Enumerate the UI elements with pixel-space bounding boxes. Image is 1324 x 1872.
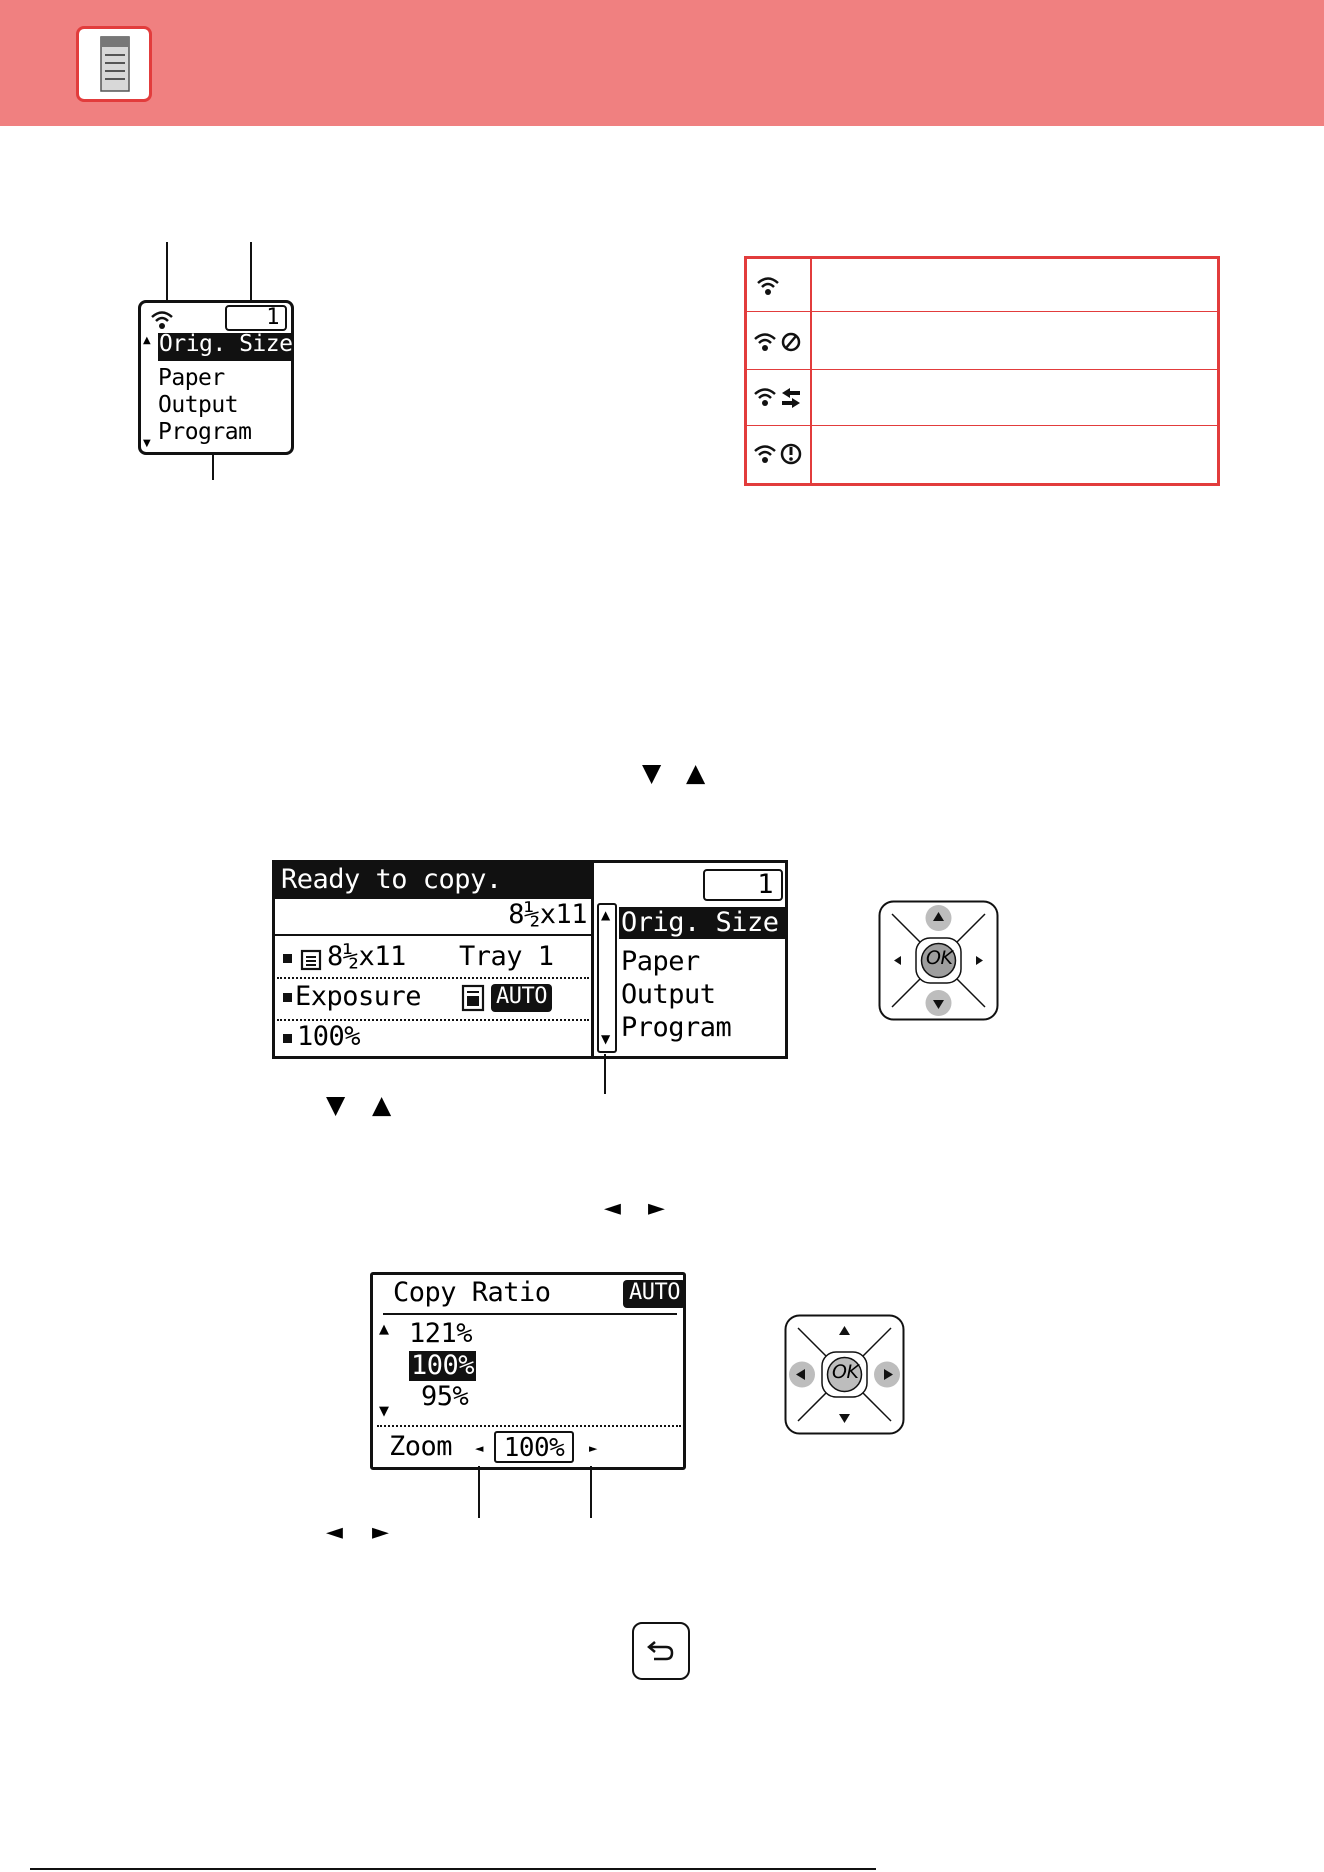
wifi-transfer-icon bbox=[752, 384, 804, 414]
exposure-auto-badge: AUTO bbox=[491, 984, 552, 1012]
up-arrow-glyph: ▲ bbox=[372, 1090, 392, 1119]
header-band bbox=[0, 0, 1324, 126]
table-row-divider bbox=[747, 369, 1217, 370]
menu-item-program[interactable]: Program bbox=[621, 1012, 732, 1043]
copy-count: 1 bbox=[225, 305, 287, 331]
lcd-ratio-panel bbox=[370, 1272, 686, 1470]
network-status-table bbox=[744, 256, 1220, 486]
scroll-up-icon: ▲ bbox=[143, 335, 151, 346]
right-arrow-glyph: ► bbox=[648, 1196, 665, 1221]
menu-item-orig-size[interactable]: Orig. Size bbox=[619, 907, 785, 939]
footer-line bbox=[30, 1868, 876, 1870]
exposure-label[interactable]: Exposure bbox=[295, 981, 422, 1012]
document-type-icon bbox=[461, 984, 485, 1016]
copy-count: 1 bbox=[703, 869, 783, 901]
ratio-option-100-selected[interactable]: 100% bbox=[411, 1350, 475, 1381]
menu-item-paper[interactable]: Paper bbox=[621, 946, 700, 977]
scroll-up-icon: ▲ bbox=[379, 1322, 389, 1337]
callout-line-scrollbar bbox=[604, 1054, 606, 1094]
bullet-icon bbox=[283, 1034, 292, 1043]
status-message: Ready to copy. bbox=[275, 863, 591, 899]
paper-icon bbox=[299, 948, 323, 976]
bullet-icon bbox=[283, 993, 292, 1002]
lcd-small-panel bbox=[138, 300, 294, 455]
ratio-option-121[interactable]: 121% bbox=[409, 1318, 473, 1349]
callout-line-counter bbox=[250, 242, 252, 302]
lcd-copy-panel bbox=[272, 860, 788, 1059]
callout-line-wifi bbox=[166, 242, 168, 300]
scroll-down-icon: ▼ bbox=[379, 1404, 389, 1419]
down-arrow-glyph: ▼ bbox=[326, 1090, 346, 1119]
ok-button-label[interactable]: OK bbox=[832, 1361, 859, 1383]
menu-item-output[interactable]: Output bbox=[621, 979, 716, 1010]
callout-line-zoom-left bbox=[478, 1466, 480, 1518]
table-column-divider bbox=[810, 259, 812, 483]
paper-tray-value[interactable]: Tray 1 bbox=[459, 941, 554, 972]
wifi-icon bbox=[755, 273, 781, 303]
zoom-value-field[interactable]: 100% bbox=[494, 1431, 574, 1463]
ratio-panel-title: Copy Ratio bbox=[393, 1277, 551, 1308]
copier-icon bbox=[76, 26, 152, 102]
zoom-label: Zoom bbox=[389, 1431, 453, 1462]
table-row-divider bbox=[747, 311, 1217, 312]
scroll-down-icon: ▼ bbox=[143, 438, 151, 449]
left-arrow-glyph: ◄ bbox=[604, 1196, 621, 1221]
zoom-decrease-icon[interactable]: ◄ bbox=[475, 1442, 484, 1455]
original-size-value: 8½x11 bbox=[508, 899, 587, 930]
wifi-error-icon bbox=[752, 441, 804, 471]
scroll-bar[interactable] bbox=[597, 903, 617, 1053]
scroll-up-icon: ▲ bbox=[601, 908, 611, 922]
paper-size-value[interactable]: 8½x11 bbox=[327, 941, 406, 972]
menu-item-orig-size[interactable]: Orig. Size bbox=[158, 333, 294, 361]
back-key-button[interactable] bbox=[632, 1622, 690, 1680]
wifi-disabled-icon bbox=[752, 329, 804, 359]
ratio-option-95[interactable]: 95% bbox=[421, 1381, 469, 1412]
menu-item-program[interactable]: Program bbox=[158, 419, 252, 445]
lcd-separator bbox=[383, 1313, 677, 1315]
menu-item-output[interactable]: Output bbox=[158, 392, 239, 418]
left-arrow-glyph: ◄ bbox=[326, 1520, 343, 1545]
scroll-down-icon: ▼ bbox=[601, 1032, 611, 1046]
ok-button-label[interactable]: OK bbox=[926, 947, 953, 969]
down-arrow-glyph: ▼ bbox=[642, 758, 662, 787]
ratio-auto-badge[interactable]: AUTO bbox=[623, 1280, 686, 1308]
dotted-divider bbox=[377, 1425, 681, 1427]
navigation-keypad-leftright[interactable] bbox=[784, 1314, 905, 1435]
bullet-icon bbox=[283, 954, 292, 963]
lcd-separator bbox=[275, 934, 591, 936]
zoom-increase-icon[interactable]: ► bbox=[589, 1442, 598, 1455]
up-arrow-glyph: ▲ bbox=[686, 758, 706, 787]
table-row-divider bbox=[747, 425, 1217, 426]
lcd-column-divider bbox=[591, 863, 594, 1059]
copy-ratio-value[interactable]: 100% bbox=[297, 1021, 361, 1052]
navigation-keypad-updown[interactable] bbox=[878, 900, 999, 1021]
right-arrow-glyph: ► bbox=[372, 1520, 389, 1545]
back-arrow-icon bbox=[646, 1638, 676, 1668]
callout-line-zoom-right bbox=[590, 1466, 592, 1518]
dotted-divider bbox=[277, 977, 589, 979]
menu-item-paper[interactable]: Paper bbox=[158, 365, 225, 391]
